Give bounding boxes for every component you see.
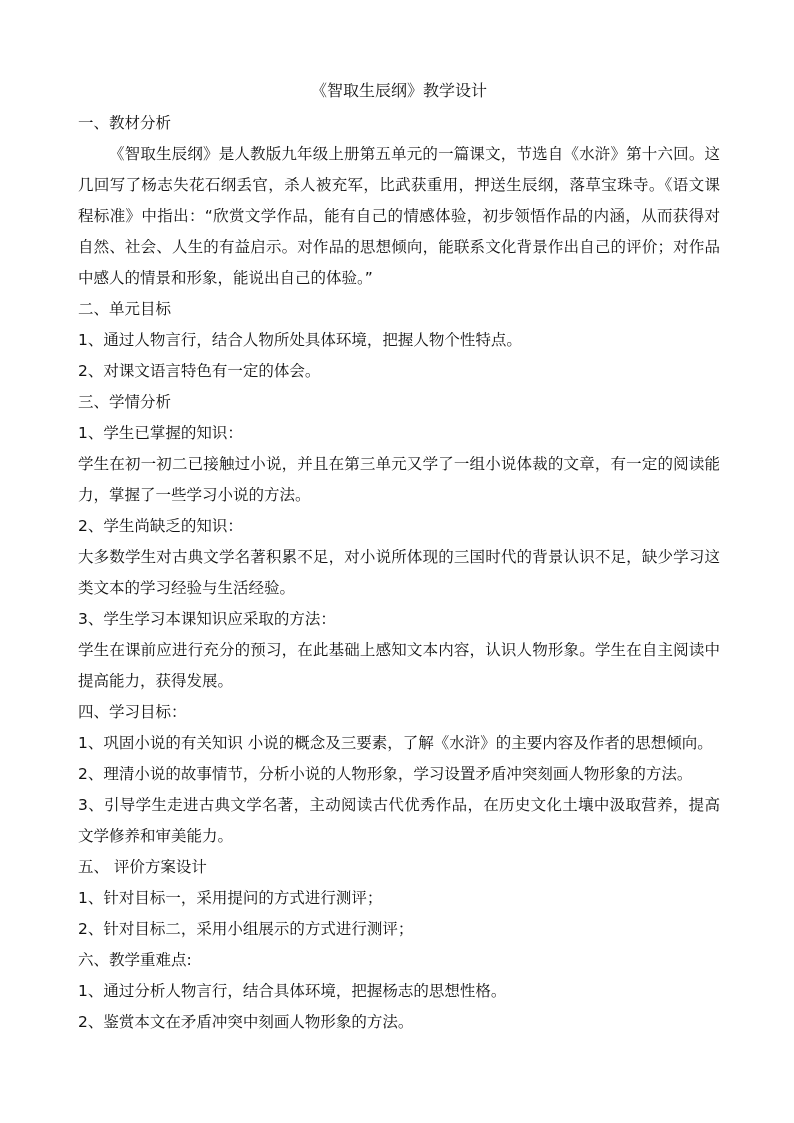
section-heading-learning-goals: 四、学习目标： (78, 703, 187, 721)
paragraph: 学生在初一初二已接触过小说，并且在第三单元又学了一组小说体裁的文章，有一定的阅读能力，掌握了一些学习小说的方法。 (78, 455, 720, 504)
paragraph: 2、理清小说的故事情节，分析小说的人物形象，学习设置矛盾冲突刻画人物形象的方法。 (78, 765, 693, 783)
paragraph: 3、引导学生走进古典文学名著，主动阅读古代优秀作品，在历史文化土壤中汲取营养，提高文学修养和审美能力。 (78, 796, 720, 845)
section-heading-evaluation-plan: 五、 评价方案设计 (78, 858, 207, 876)
paragraph: 大多数学生对古典文学名著积累不足，对小说所体现的三国时代的背景认识不足，缺少学习这类文本的学习经验与生活经验。 (78, 548, 720, 597)
paragraph: 2、学生尚缺乏的知识： (78, 517, 243, 535)
paragraph: 2、针对目标二，采用小组展示的方式进行测评； (78, 920, 414, 938)
paragraph: 1、通过人物言行，结合人物所处具体环境，把握人物个性特点。 (78, 331, 522, 349)
paragraph: 2、对课文语言特色有一定的体会。 (78, 362, 321, 380)
section-heading-student-analysis: 三、学情分析 (78, 393, 172, 411)
document-page (78, 78, 720, 1038)
paragraph: 1、学生已掌握的知识： (78, 424, 243, 442)
paragraph: 学生在课前应进行充分的预习，在此基础上感知文本内容，认识人物形象。学生在自主阅读中提高能力，获得发展。 (78, 641, 720, 690)
paragraph: 1、巩固小说的有关知识 小说的概念及三要素，了解《水浒》的主要内容及作者的思想倾向。 (78, 734, 713, 752)
paragraph: 3、学生学习本课知识应采取的方法： (78, 610, 336, 628)
document-title: 《智取生辰纲》教学设计 (310, 81, 487, 100)
section-heading-key-points: 六、教学重难点: (78, 951, 192, 969)
paragraph: 《智取生辰纲》是人教版九年级上册第五单元的一篇课文，节选自《水浒》第十六回。这几回写了杨志失花石纲丢官，杀人被充军，比武获重用，押送生辰纲，落草宝珠寺。《语文课程标准》中指出：“欣赏文学作品，能有自己的情感体验，初步领悟作品的内涵，从而获得对自然、社会、人生的有益启示。对作品的思想倾向，能联系文化背景作出自己的评价；对作品中感人的情景和形象，能说出自己的体验。” (78, 145, 720, 287)
section-heading-unit-goals: 二、单元目标 (78, 300, 172, 318)
paragraph: 1、针对目标一，采用提问的方式进行测评； (78, 889, 383, 907)
paragraph: 1、通过分析人物言行，结合具体环境，把握杨志的思想性格。 (78, 982, 507, 1000)
paragraph: 2、鉴赏本文在矛盾冲突中刻画人物形象的方法。 (78, 1013, 414, 1031)
section-heading-textbook-analysis: 一、教材分析 (78, 114, 172, 132)
